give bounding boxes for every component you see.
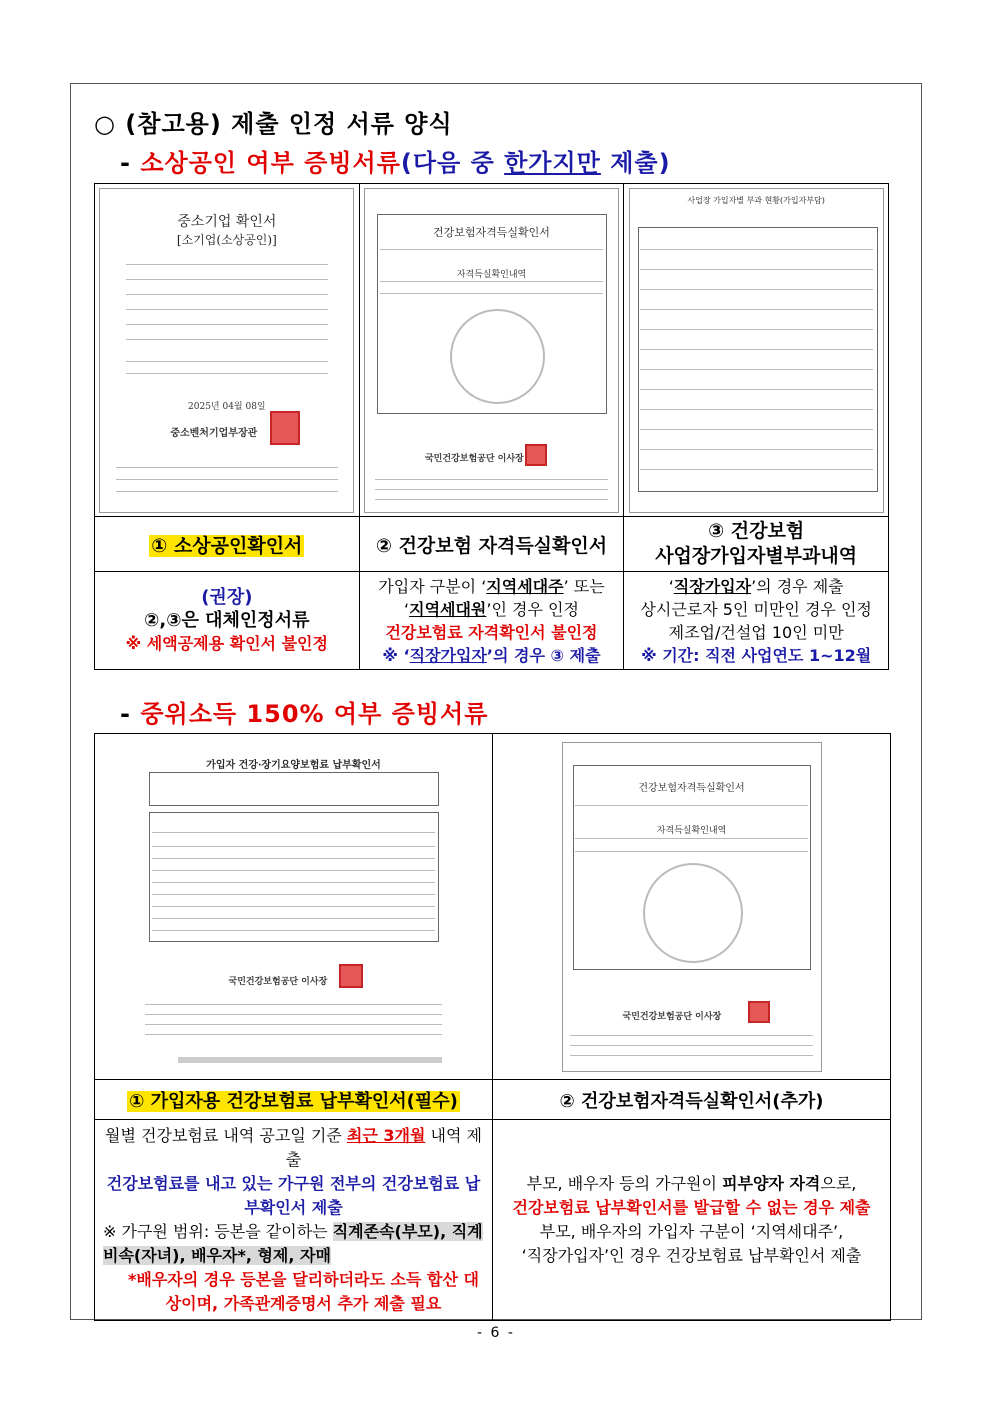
doc1-subtitle: [소기업(소상공인)] [176, 232, 277, 247]
doc-image-cell-5 [493, 734, 891, 1080]
red-stamp-icon [339, 964, 363, 988]
doc3-title: 사업장 가입자별 부과 현황(가입자부담) [687, 195, 825, 205]
doc-name-premium-payment-cert: ① 가입자용 건강보험료 납부확인서(필수) [95, 1080, 493, 1120]
doc1-signer: 중소벤처기업부장관 [170, 427, 258, 439]
premium-payment-cert-image [129, 742, 459, 1072]
workplace-premium-doc-image [629, 188, 884, 513]
red-stamp-icon [525, 444, 547, 466]
red-stamp-icon [270, 411, 300, 445]
docs2-doc2-signer: 국민건강보험공단 이사장 [622, 1011, 722, 1022]
doc-desc-qualification-cert: 가입자 구분이 ‘지역세대주’ 또는 ‘지역세대원’인 경우 인정 건강보험료 자격확인서 불인정 ※ ‘직장가입자’의 경우 ③ 제출 [359, 572, 624, 670]
doc-desc-qualification-cert-2: 부모, 배우자 등의 가구원이 피부양자 자격으로, 건강보험료 납부확인서를 발급할 수 없는 경우 제출 부모, 배우자의 가입자 구분이 ‘지역세대주’, ‘직장가입자’인 경우 건강보험료 납부확인서 제출 [493, 1120, 891, 1321]
section1-title-blue-close: 제출) [600, 149, 671, 177]
red-stamp-icon [748, 1001, 770, 1023]
docs2-doc1-title: 가입자 건강·장기요양보험료 납부확인서 [206, 759, 381, 771]
doc-name-qualification-cert-2: ② 건강보험자격득실확인서(추가) [493, 1080, 891, 1120]
nhis-seal-icon [643, 863, 743, 963]
doc-image-cell-2 [359, 184, 624, 517]
doc2-title: 건강보험자격득실확인서 [433, 225, 550, 239]
doc-desc-small-business-cert: (권장) ②,③은 대체인정서류 ※ 세액공제용 확인서 불인정 [95, 572, 360, 670]
section2-title [120, 694, 488, 729]
doc-desc-workplace-premium: ‘직장가입자’의 경우 제출 상시근로자 5인 미만인 경우 인정 제조업/건설업 10인 미만 ※ 기간: 직전 사업연도 1~12월 [624, 572, 889, 670]
doc-name-workplace-premium: ③ 건강보험 사업장가입자별부과내역 [624, 517, 889, 572]
doc1-date: 2025년 04월 08일 [188, 401, 266, 412]
insurance-qualification-doc-image [364, 188, 619, 513]
docs2-doc2-subtitle: 자격득실확인내역 [656, 825, 727, 836]
doc2-signer: 국민건강보험공단 이사장 [424, 453, 524, 464]
docs2-doc1-signer: 국민건강보험공단 이사장 [228, 976, 328, 987]
docs2-doc2-title: 건강보험자격득실확인서 [638, 782, 745, 794]
nhis-seal-icon [450, 309, 545, 404]
page-number: - 6 - [477, 1325, 515, 1341]
insurance-qualification-doc-image-2 [562, 742, 822, 1072]
section2-title-red: 중위소득 150% 여부 증빙서류 [140, 700, 489, 728]
proof-table-small-business [94, 183, 889, 670]
section1-title-red: 소상공인 여부 증빙서류 [140, 149, 401, 177]
section1-dash: - [120, 149, 141, 177]
section2-dash: - [120, 700, 141, 728]
doc2-subtitle: 자격득실확인내역 [456, 269, 527, 280]
small-business-certificate-image [99, 188, 354, 513]
doc-image-cell-4 [95, 734, 493, 1080]
proof-table-median-income [94, 733, 891, 1321]
doc-name-small-business-cert: ① 소상공인확인서 [95, 517, 360, 572]
page-heading: ○ (참고용) 제출 인정 서류 양식 [94, 110, 453, 138]
doc-desc-premium-payment-cert: 월별 건강보험료 내역 공고일 기준 최근 3개월 내역 제출 건강보험료를 내고 있는 가구원 전부의 건강보험료 납부확인서 제출 ※ 가구원 범위: 등본을 같이하는 직계존속(부모), 직계비속(자녀), 배우자*, 형제, 자매 *배우자의 경우 등본을 달리하더라도 소득 합산 대상이며, 가족관계증명서 추가 제출 필요 [95, 1120, 493, 1321]
section1-title-blue-open: (다음 중 [400, 149, 505, 177]
doc-image-cell-3 [624, 184, 889, 517]
section1-title-blue-underlined: 한가지만 [504, 149, 601, 177]
doc-image-cell-1 [95, 184, 360, 517]
section1-title [120, 143, 671, 178]
doc-name-qualification-cert: ② 건강보험 자격득실확인서 [359, 517, 624, 572]
doc1-title: 중소기업 확인서 [177, 213, 277, 230]
